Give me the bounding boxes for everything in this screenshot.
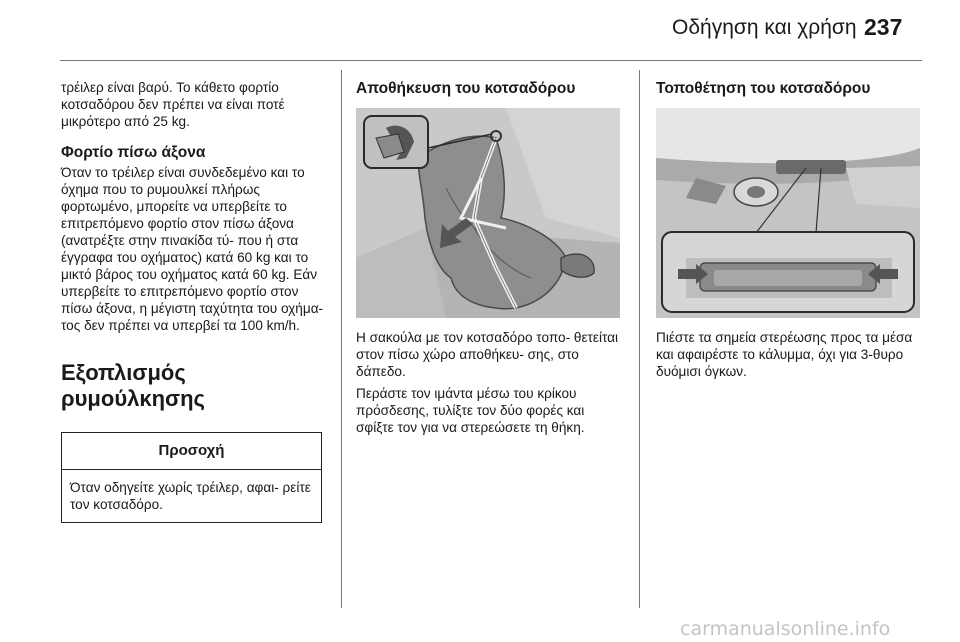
storage-heading: Αποθήκευση του κοτσαδόρου xyxy=(356,80,576,97)
rear-axle-paragraph: Όταν το τρέιλερ είναι συνδεδεμένο και το όχημα που το ρυμουλκεί πλήρως φορτωμένο, μπορείτε να υπερβείτε το επιτρεπόμενο φορτίο στον πίσω άξονα (ανατρέξτε στην πινακίδα τύ- που ή στα έγγραφα του οχήματος) κατά 60 kg και το μικτό βάρος του οχήματος κατά 60 kg. Εάν υπερβείτε το επιτρεπόμενο φορτίο στον πίσω άξονα, η μέγιστη ταχύτητα του οχήμα- τος δεν πρέπει να υπερβεί τα 100 km/h. xyxy=(61,165,324,333)
towbar-bag-illustration xyxy=(356,108,620,318)
watermark-text: carmanualsonline.info xyxy=(680,618,891,640)
fitting-paragraph: Πιέστε τα σημεία στερέωσης προς τα μέσα και αφαιρέστε το κάλυμμα, όχι για 3-θυρο δυόμισι όγκων. xyxy=(656,330,913,379)
warning-text: Όταν οδηγείτε χωρίς τρέιλερ, αφαι- ρείτε τον κοτσαδόρο. xyxy=(70,480,311,512)
column-3 xyxy=(656,79,922,380)
column-2 xyxy=(356,79,622,436)
column-separator-1 xyxy=(341,70,342,608)
page-header-title: Οδήγηση και χρήση xyxy=(672,16,857,39)
storage-paragraph-1: Η σακούλα με τον κοτσαδόρο τοπο- θετείται στον πίσω χώρο αποθήκευ- σης, στο δάπεδο. xyxy=(356,330,619,379)
warning-title: Προσοχή xyxy=(62,433,321,470)
warning-box xyxy=(61,432,322,523)
header-rule xyxy=(60,60,922,61)
column-1 xyxy=(61,79,329,523)
page-number: 237 xyxy=(864,14,903,40)
rear-axle-heading: Φορτίο πίσω άξονα xyxy=(61,144,206,161)
towing-equipment-heading: Εξοπλισμός ρυμούλκησης xyxy=(61,360,205,411)
bumper-cover-illustration xyxy=(656,108,920,318)
intro-paragraph: τρέιλερ είναι βαρύ. Το κάθετο φορτίο κοτσαδόρου δεν πρέπει να είναι ποτέ μικρότερο από 25 kg. xyxy=(61,80,285,129)
storage-paragraph-2: Περάστε τον ιμάντα μέσω του κρίκου πρόσδεσης, τυλίξτε τον δύο φορές και σφίξτε τον για να στερεώσετε τη θήκη. xyxy=(356,386,585,435)
fitting-heading: Τοποθέτηση του κοτσαδόρου xyxy=(656,80,871,97)
column-separator-2 xyxy=(639,70,640,608)
